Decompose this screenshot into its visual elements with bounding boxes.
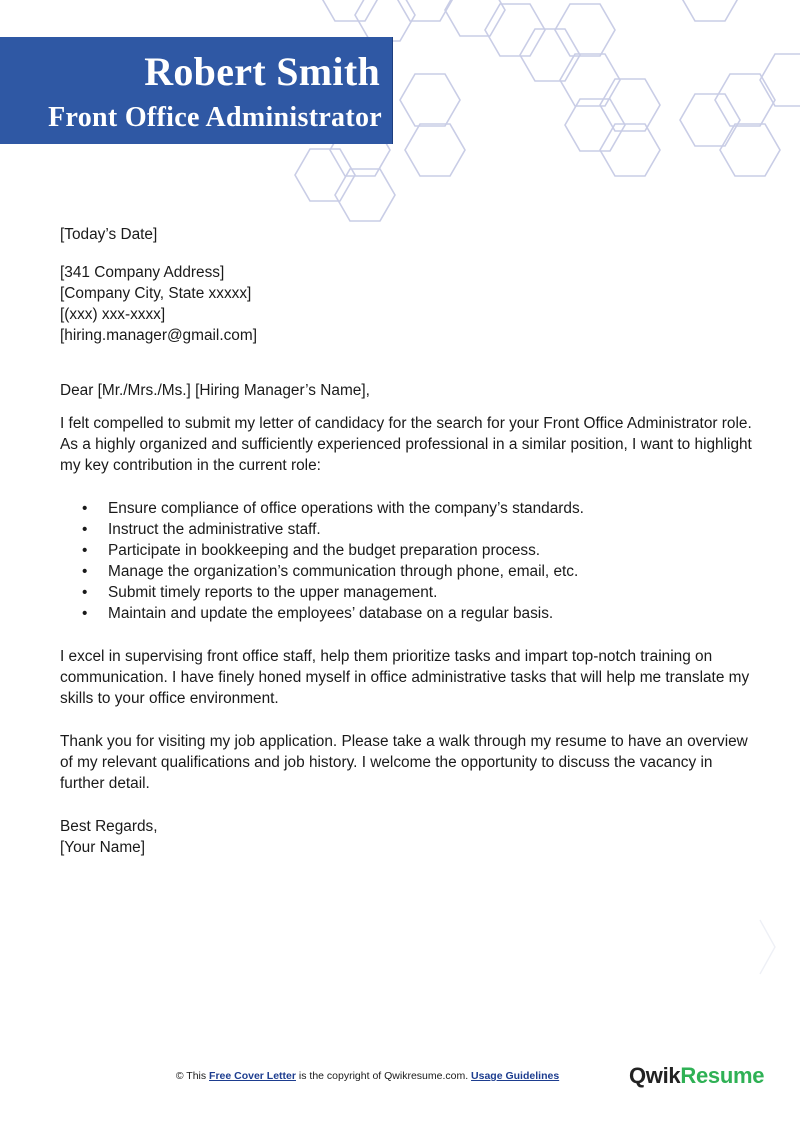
hexagon-shape [560,54,620,106]
hexagon-shape [405,124,465,176]
faint-chevron-decoration [760,920,775,974]
list-item [60,603,760,624]
contributions-list [60,498,760,624]
hexagon-shape [295,149,355,201]
hexagon-shape [600,124,660,176]
copyright-footer [0,1070,735,1082]
letter-date: [Today’s Date] [60,226,158,243]
hexagon-shape [555,4,615,56]
hexagon-shape [680,94,740,146]
free-cover-letter-link[interactable]: Free Cover Letter [209,1070,296,1082]
hexagon-shape [320,0,380,21]
address-line: [(xxx) xxx-xxxx] [60,306,166,323]
header-band [0,37,393,144]
list-item-text: Maintain and update the employees’ database on a regular basis. [108,605,554,622]
list-item [60,498,760,519]
bullet-icon: • [82,563,88,580]
applicant-job-title: Front Office Administrator [48,102,382,133]
hexagon-shape [715,74,775,126]
qwikresume-logo[interactable] [629,1063,764,1089]
list-item [60,519,760,540]
hexagon-shape [760,54,800,106]
bullet-icon: • [82,542,88,559]
experience-paragraph: I excel in supervising front office staff, help them prioritize tasks and impart top-notch training on communication. I have finely honed myself in office administrative tasks that will help me translate my skills to your office environment. [60,648,750,707]
signature-name: [Your Name] [60,839,145,856]
bullet-icon: • [82,500,88,517]
hexagon-shape [445,0,505,36]
footer-middle-text: is the copyright of Qwikresume.com. [295,1070,472,1082]
hexagon-shape [680,0,740,21]
list-item-text: Participate in bookkeeping and the budget preparation process. [108,542,541,559]
logo-text-qwik: Qwik [629,1063,681,1088]
list-item-text: Ensure compliance of office operations with the company’s standards. [108,500,584,517]
address-line: [341 Company Address] [60,264,225,281]
applicant-name: Robert Smith [144,49,380,94]
hexagon-shape [520,29,580,81]
cover-letter-body [60,224,760,858]
bullet-icon: • [82,605,88,622]
hexagon-shape [335,169,395,221]
hexagon-shape [395,0,455,21]
sign-off: Best Regards, [60,818,158,835]
intro-paragraph: I felt compelled to submit my letter of candidacy for the search for your Front Office Administrator role. As a highly organized and sufficiently experienced professional in a similar position, I want to highlight my key contribution in the current role: [60,415,752,474]
list-item-text: Instruct the administrative staff. [108,521,321,538]
list-item [60,561,760,582]
hexagon-shape [355,0,415,41]
bullet-icon: • [82,584,88,601]
hexagon-shape [485,4,545,56]
list-item [60,582,760,603]
logo-text-resume: Resume [680,1063,765,1088]
list-item-text: Submit timely reports to the upper management. [108,584,438,601]
salutation: Dear [Mr./Mrs./Ms.] [Hiring Manager’s Name], [60,382,370,399]
sign-off-block [60,816,760,858]
list-item-text: Manage the organization’s communication through phone, email, etc. [108,563,579,580]
hexagon-shape [720,124,780,176]
list-item [60,540,760,561]
bullet-icon: • [82,521,88,538]
usage-guidelines-link[interactable]: Usage Guidelines [471,1070,560,1082]
hexagon-shape [400,74,460,126]
footer-prefix: © This [175,1070,210,1082]
address-line: [hiring.manager@gmail.com] [60,327,257,344]
address-line: [Company City, State xxxxx] [60,285,252,302]
hexagon-shape [600,79,660,131]
hexagon-shape [565,99,625,151]
recipient-address-block [60,262,760,346]
closing-paragraph: Thank you for visiting my job application. Please take a walk through my resume to have an overview of my relevant qualifications and job history. I welcome the opportunity to discuss the vacancy in further detail. [60,733,748,792]
